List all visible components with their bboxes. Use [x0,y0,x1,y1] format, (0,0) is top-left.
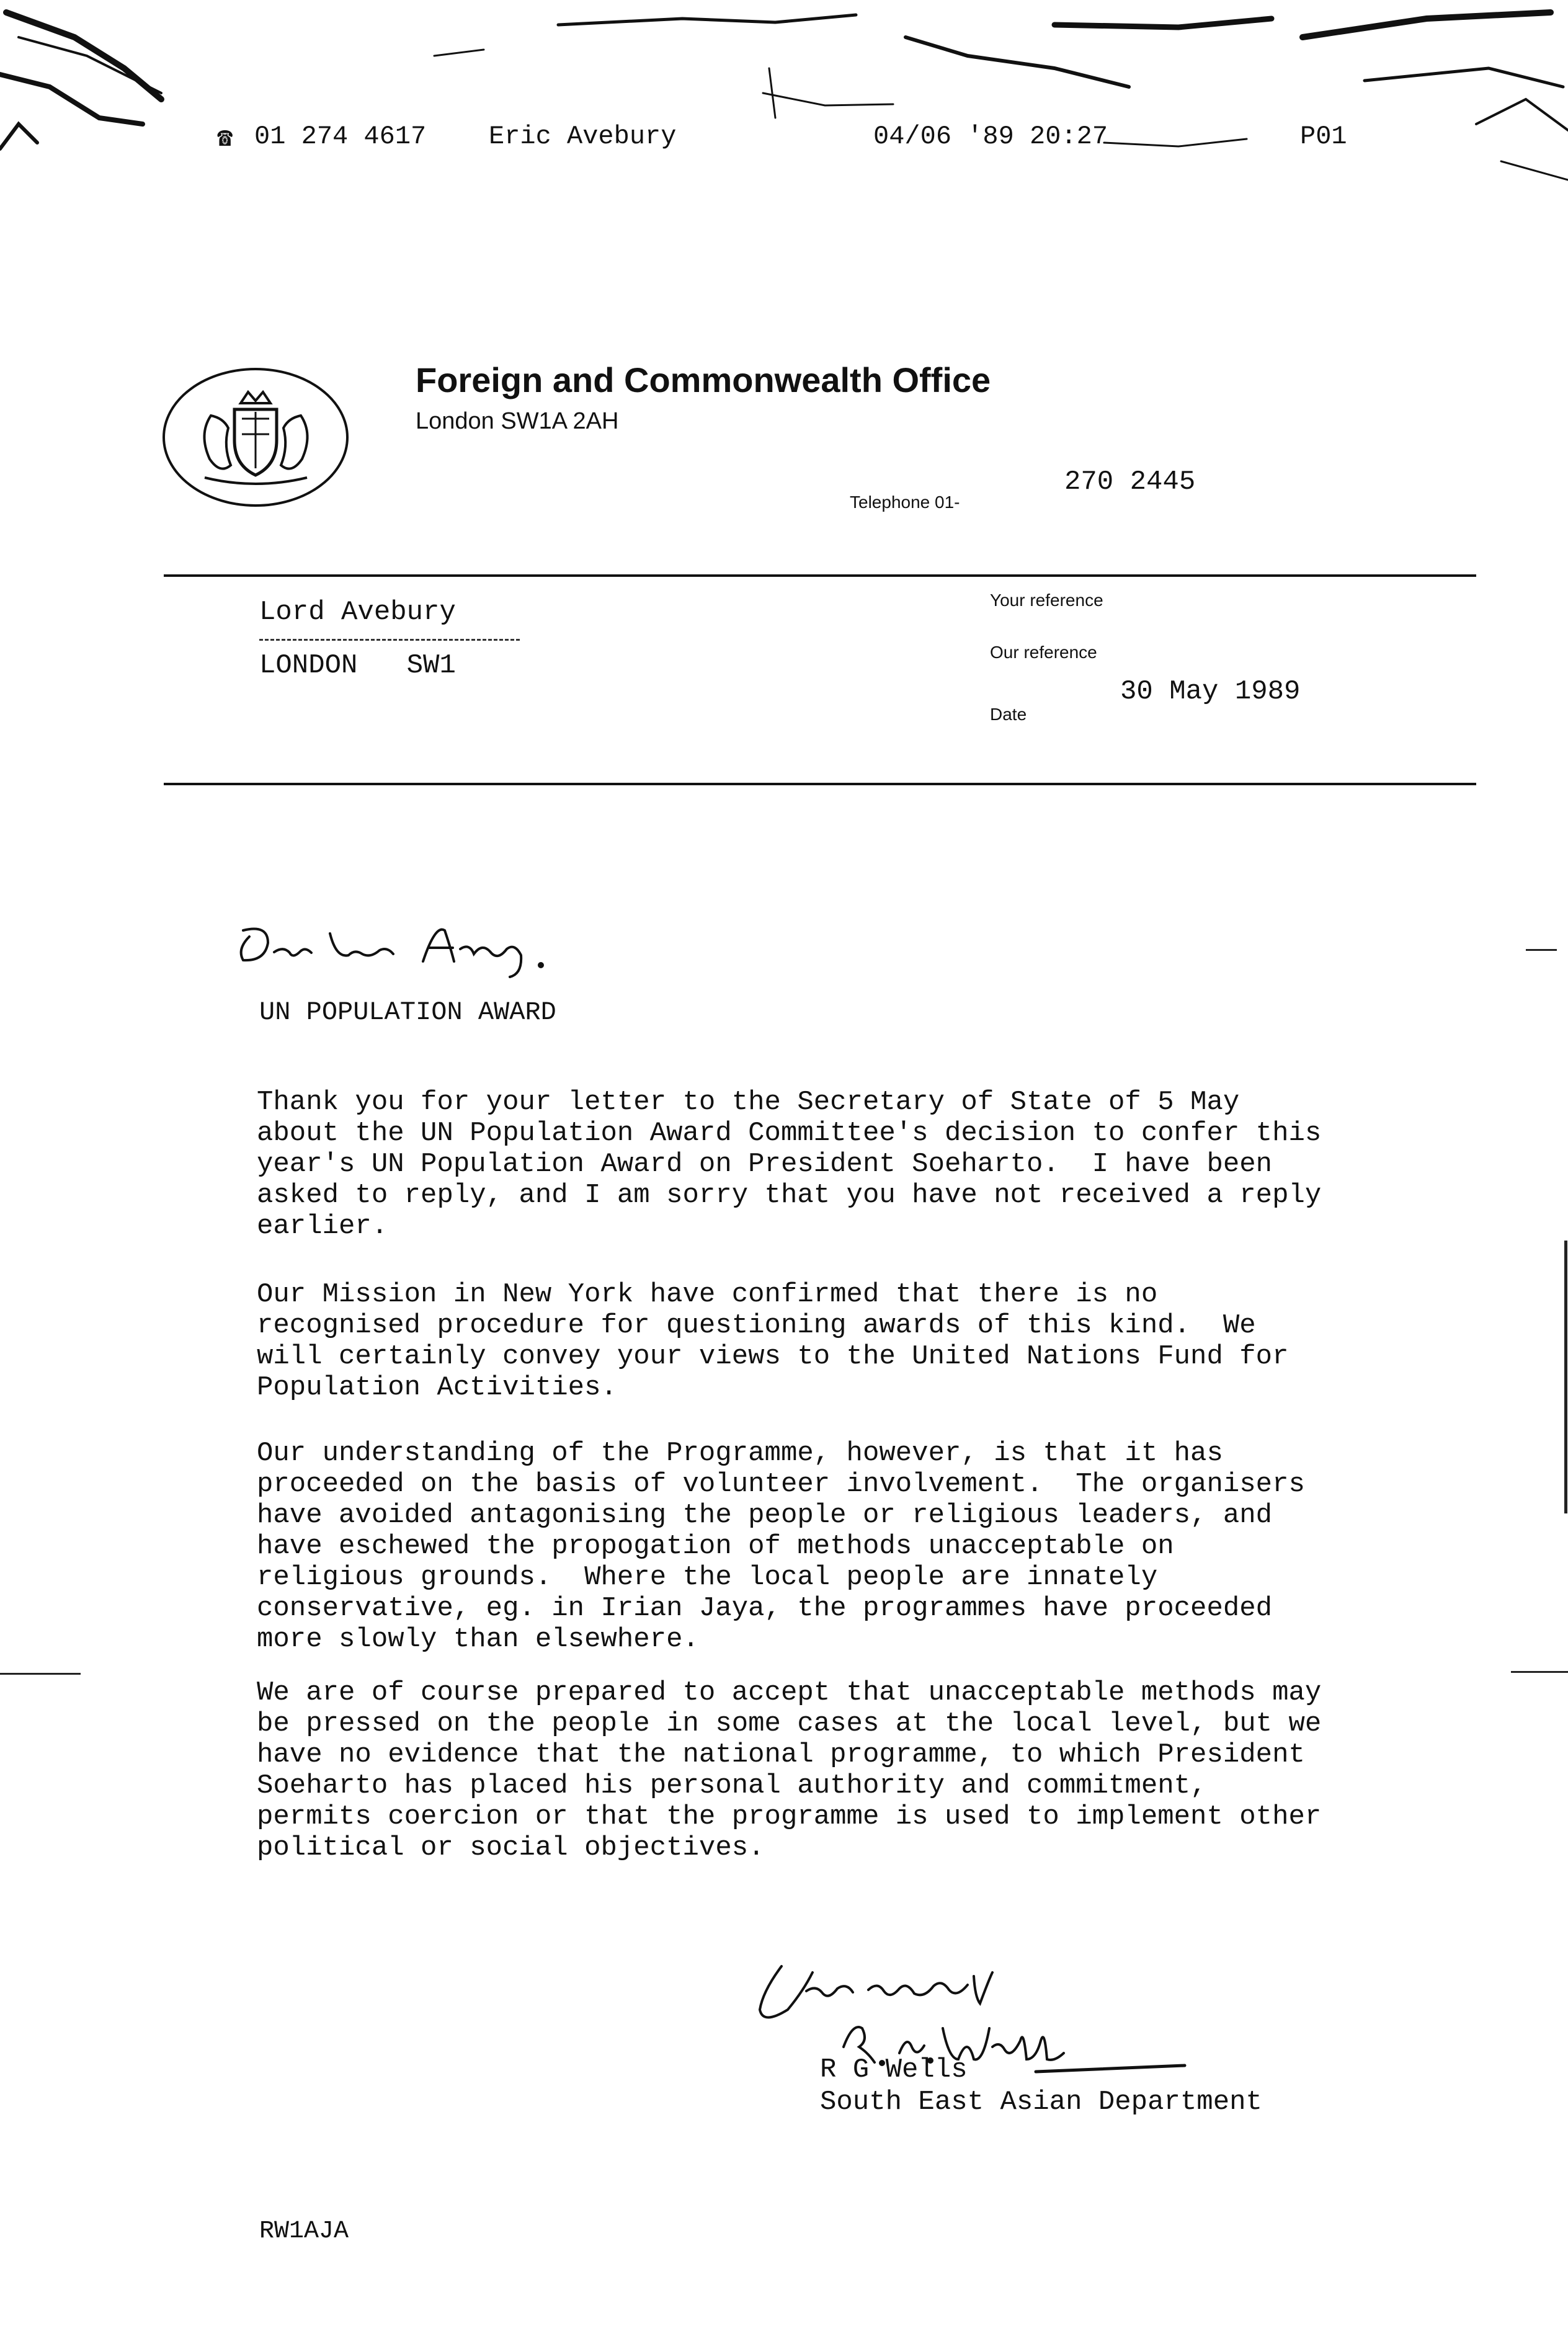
letter-subject: UN POPULATION AWARD [259,997,556,1027]
body-paragraph-2: Our Mission in New York have confirmed that there is no recognised procedure for questioning awards of this kind. We will certainly convey your views to the United Nations Fund for Population Activities. [257,1279,1289,1403]
body-paragraph-3: Our understanding of the Programme, however, is that it has proceeded on the basis of volunteer involvement. The organisers have avoided antagonising the people or religious leaders, and have eschewed the propogation of methods unacceptable on religious grounds. Where the local people are innately conservative, eg. in Irian Jaya, the programmes have proceeded more slowly than elsewhere. [257,1438,1305,1655]
recipient-name: Lord Avebury [259,597,456,628]
telephone-number: 270 2445 [1064,466,1196,497]
margin-mark [0,1673,81,1675]
our-reference-label: Our reference [990,643,1097,662]
your-reference-label: Your reference [990,590,1103,610]
fax-phone-icon: ☎ [217,124,233,154]
fax-sender: Eric Avebury [489,122,677,151]
signatory-name: R G Wells [820,2054,968,2085]
fax-number: 01 274 4617 [254,122,427,151]
signatory-department: South East Asian Department [820,2087,1262,2118]
organisation-address: London SW1A 2AH [416,408,619,434]
handwritten-salutation [231,912,578,980]
organisation-name: Foreign and Commonwealth Office [416,360,991,399]
date-value: 30 May 1989 [1120,676,1301,707]
margin-mark [1526,949,1557,951]
reference-code: RW1AJA [259,2217,349,2245]
body-paragraph-1: Thank you for your letter to the Secretary of State of 5 May about the UN Population Award Committee's decision to confer this year's UN Population Award on President Soeharto. I have been asked to reply, and I am sorry that you have not received a reply earlier. [257,1087,1322,1242]
bottom-divider [164,783,1476,785]
fax-timestamp: 04/06 '89 20:27 [873,122,1108,151]
margin-mark [1564,1241,1567,1513]
telephone-label: Telephone 01- [850,492,960,512]
fax-page: P01 [1300,122,1347,151]
margin-mark [1511,1671,1568,1673]
royal-coat-of-arms-icon [161,366,350,509]
date-label: Date [990,705,1027,724]
recipient-city: LONDON SW1 [259,650,456,681]
body-paragraph-4: We are of course prepared to accept that unacceptable methods may be pressed on the people in some cases at the local level, but we have no evidence that the national programme, to which President Soeharto has placed his personal authority and commitment, permits coercion or that the programme is used to implement other political or social objectives. [257,1677,1322,1863]
fax-scan-noise [0,0,1568,205]
handwritten-signature [744,1954,1203,2078]
address-dotted-rule [259,639,520,641]
top-divider [164,574,1476,577]
